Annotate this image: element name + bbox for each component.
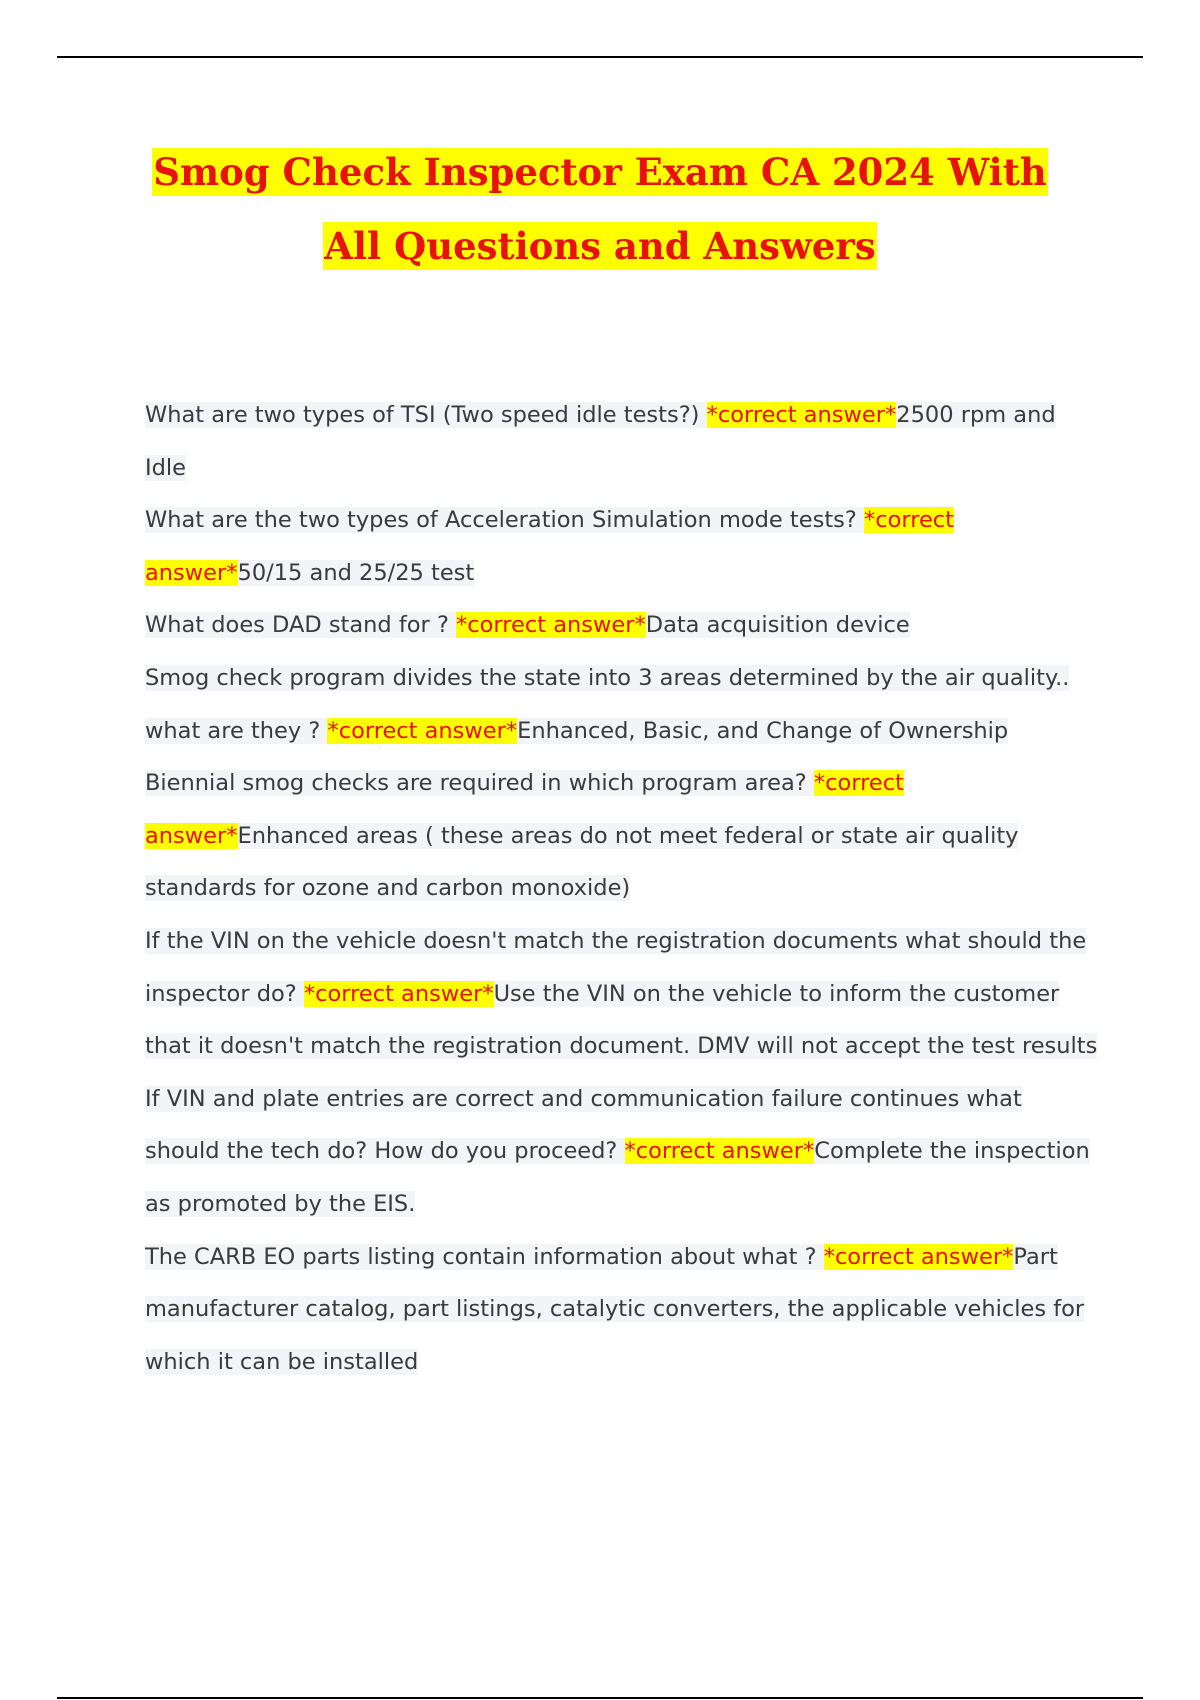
bottom-rule (57, 1697, 1143, 1699)
qa-item (145, 599, 1100, 652)
correct-answer-marker: *correct answer* (456, 612, 646, 639)
title-line-2: All Questions and Answers (324, 224, 876, 268)
answer-text: 50/15 and 25/25 test (237, 559, 475, 586)
question-text: If the VIN on the vehicle doesn't match the registration documents what should the inspector do? (145, 927, 1087, 1007)
answer-text: Use the VIN on the vehicle to inform the customer that it doesn't match the registration document. DMV will not accept the test results (145, 980, 1098, 1060)
question-text: The CARB EO parts listing contain information about what ? (145, 1243, 824, 1270)
answer-text: Part manufacturer catalog, part listings, catalytic converters, the applicable vehicles for which it can be installed (145, 1243, 1085, 1375)
question-text: What are two types of TSI (Two speed idle tests?) (145, 402, 707, 428)
correct-answer-marker: *correct answer* (624, 1138, 815, 1165)
top-rule (57, 56, 1143, 58)
answer-text: Enhanced, Basic, and Change of Ownership (517, 717, 1009, 744)
correct-answer-marker: *correct answer* (145, 770, 904, 849)
answer-text: Enhanced areas ( these areas do not meet federal or state air quality standards for ozone and carbon monoxide) (145, 822, 1019, 902)
qa-item (145, 652, 1100, 757)
correct-answer-marker: *correct answer* (706, 402, 897, 428)
question-text: If VIN and plate entries are correct and communication failure continues what should the tech do? How do you proceed? (145, 1085, 1022, 1165)
answer-text: 2500 rpm and Idle (145, 402, 1056, 481)
question-text: Biennial smog checks are required in which program area? (145, 770, 814, 797)
question-text: What does DAD stand for ? (145, 612, 457, 639)
qa-item (145, 1073, 1100, 1231)
question-text: What are the two types of Acceleration Simulation mode tests? (145, 507, 864, 534)
qa-item (145, 1231, 1100, 1389)
qa-item (145, 915, 1100, 1073)
question-text: Smog check program divides the state into 3 areas determined by the air quality.. what are they ? (145, 664, 1070, 744)
qa-list (145, 389, 1100, 1388)
correct-answer-marker: *correct answer* (823, 1243, 1014, 1270)
answer-text: Data acquisition device (645, 612, 910, 639)
correct-answer-marker: *correct answer* (145, 507, 955, 586)
qa-item (145, 757, 1100, 915)
qa-item (145, 494, 1100, 599)
title-line-1: Smog Check Inspector Exam CA 2024 With (153, 150, 1047, 194)
correct-answer-marker: *correct answer* (327, 717, 518, 744)
correct-answer-marker: *correct answer* (303, 980, 494, 1007)
answer-text: Complete the inspection as promoted by the EIS. (145, 1138, 1090, 1217)
document-title (0, 135, 1200, 283)
qa-item (145, 389, 1100, 494)
